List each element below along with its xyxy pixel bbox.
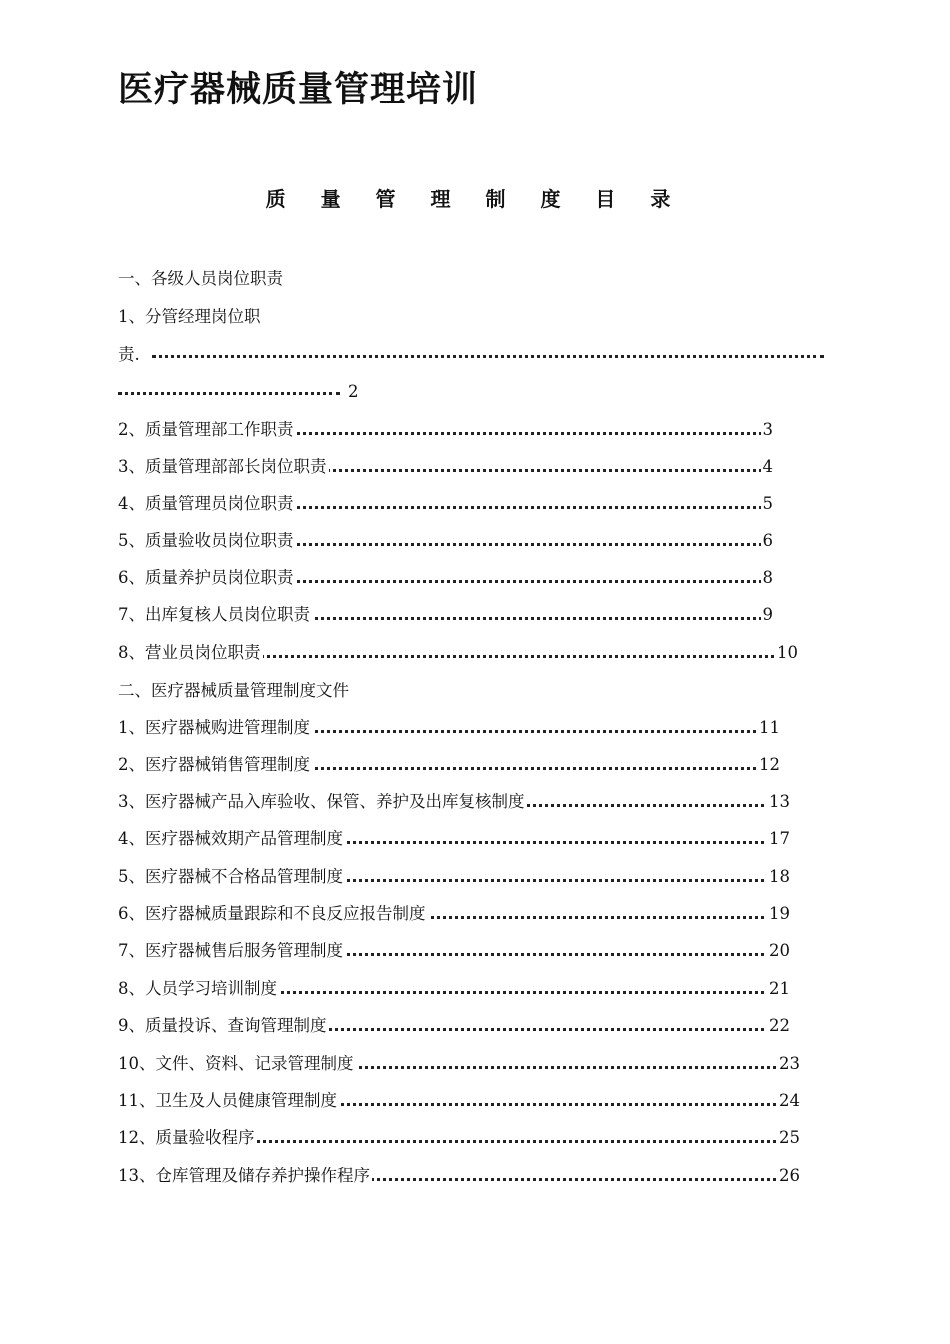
toc-entry-label: 3、质量管理部部长岗位职责 bbox=[118, 457, 327, 476]
toc-entry-page: 9 bbox=[762, 605, 773, 624]
toc-entry[interactable] bbox=[118, 978, 790, 1000]
toc-entry[interactable] bbox=[118, 903, 790, 925]
section-heading: 二、医疗器械质量管理制度文件 bbox=[118, 681, 349, 700]
toc-entry-page: 20 bbox=[769, 941, 790, 960]
toc-entry[interactable] bbox=[118, 493, 773, 515]
toc-entry-page: 17 bbox=[769, 829, 790, 848]
toc-heading: 质 量 管 理 制 度 目 录 bbox=[265, 187, 685, 211]
toc-entry-label: 6、医疗器械质量跟踪和不良反应报告制度 bbox=[118, 904, 426, 923]
toc-entry-label: 2、医疗器械销售管理制度 bbox=[118, 755, 310, 774]
toc-entry-page: 13 bbox=[769, 792, 790, 811]
toc-entry-page: 2 bbox=[348, 382, 359, 401]
toc-entry-label: 8、营业员岗位职责 bbox=[118, 643, 261, 662]
toc-entry[interactable] bbox=[118, 1165, 800, 1187]
toc-entry[interactable] bbox=[118, 530, 773, 552]
toc-entry[interactable] bbox=[118, 456, 773, 478]
toc-entry-label: 7、出库复核人员岗位职责 bbox=[118, 605, 310, 624]
toc-entry-wrapped-line1: 1、分管经理岗位职 bbox=[118, 307, 261, 326]
toc-entry-label: 1、医疗器械购进管理制度 bbox=[118, 718, 310, 737]
toc-entry-page: 25 bbox=[779, 1128, 800, 1147]
toc-entry-label: 2、质量管理部工作职责 bbox=[118, 420, 294, 439]
toc-entry-page: 12 bbox=[759, 755, 780, 774]
toc-entry-label: 12、质量验收程序 bbox=[118, 1128, 255, 1147]
toc-entry-label: 8、人员学习培训制度 bbox=[118, 979, 277, 998]
toc-leader-dots bbox=[118, 392, 340, 395]
toc-entry[interactable] bbox=[118, 791, 790, 813]
toc-entry[interactable] bbox=[118, 1015, 790, 1037]
toc-entry-label: 3、医疗器械产品入库验收、保管、养护及出库复核制度 bbox=[118, 792, 525, 811]
toc-leader-dots bbox=[152, 355, 824, 358]
toc-entry-label: 11、卫生及人员健康管理制度 bbox=[118, 1091, 337, 1110]
toc-entry-page: 19 bbox=[769, 904, 790, 923]
toc-entry-label: 6、质量养护员岗位职责 bbox=[118, 568, 294, 587]
toc-entry-label: 5、医疗器械不合格品管理制度 bbox=[118, 867, 343, 886]
toc-entry-page: 5 bbox=[762, 494, 773, 513]
toc-entry[interactable] bbox=[118, 717, 780, 739]
toc-entry-label: 9、质量投诉、查询管理制度 bbox=[118, 1016, 327, 1035]
toc-entry-page: 11 bbox=[759, 718, 780, 737]
toc-entry-page: 24 bbox=[779, 1091, 800, 1110]
toc-entry-page: 6 bbox=[762, 531, 773, 550]
toc-entry[interactable] bbox=[118, 828, 790, 850]
section-heading: 一、各级人员岗位职责 bbox=[118, 269, 283, 288]
toc-entry-label: 10、文件、资料、记录管理制度 bbox=[118, 1054, 354, 1073]
toc-entry[interactable] bbox=[118, 1053, 800, 1075]
toc-entry-page: 22 bbox=[769, 1016, 790, 1035]
toc-entry-page: 26 bbox=[779, 1166, 800, 1185]
toc-entry[interactable] bbox=[118, 1090, 800, 1112]
toc-entry[interactable] bbox=[118, 642, 798, 664]
toc-entry-page: 21 bbox=[769, 979, 790, 998]
toc-entry[interactable] bbox=[118, 866, 790, 888]
toc-entry[interactable] bbox=[118, 1127, 800, 1149]
toc-entry-label: 13、仓库管理及储存养护操作程序 bbox=[118, 1166, 370, 1185]
toc-entry[interactable] bbox=[118, 604, 773, 626]
toc-entry-page: 10 bbox=[777, 643, 798, 662]
page-title: 医疗器械质量管理培训 bbox=[118, 70, 479, 110]
toc-entry-wrapped-line2: 责. bbox=[118, 345, 140, 364]
toc-entry-label: 4、医疗器械效期产品管理制度 bbox=[118, 829, 343, 848]
toc-entry-page: 4 bbox=[762, 457, 773, 476]
toc-entry-page: 23 bbox=[779, 1054, 800, 1073]
toc-entry-page: 3 bbox=[762, 420, 773, 439]
toc-entry-page: 18 bbox=[769, 867, 790, 886]
toc-entry-label: 7、医疗器械售后服务管理制度 bbox=[118, 941, 343, 960]
toc-entry[interactable] bbox=[118, 419, 773, 441]
toc-entry[interactable] bbox=[118, 940, 790, 962]
toc-entry-label: 5、质量验收员岗位职责 bbox=[118, 531, 294, 550]
toc-entry[interactable] bbox=[118, 567, 773, 589]
toc-entry-label: 4、质量管理员岗位职责 bbox=[118, 494, 294, 513]
toc-entry-page: 8 bbox=[762, 568, 773, 587]
toc-entry[interactable] bbox=[118, 754, 780, 776]
